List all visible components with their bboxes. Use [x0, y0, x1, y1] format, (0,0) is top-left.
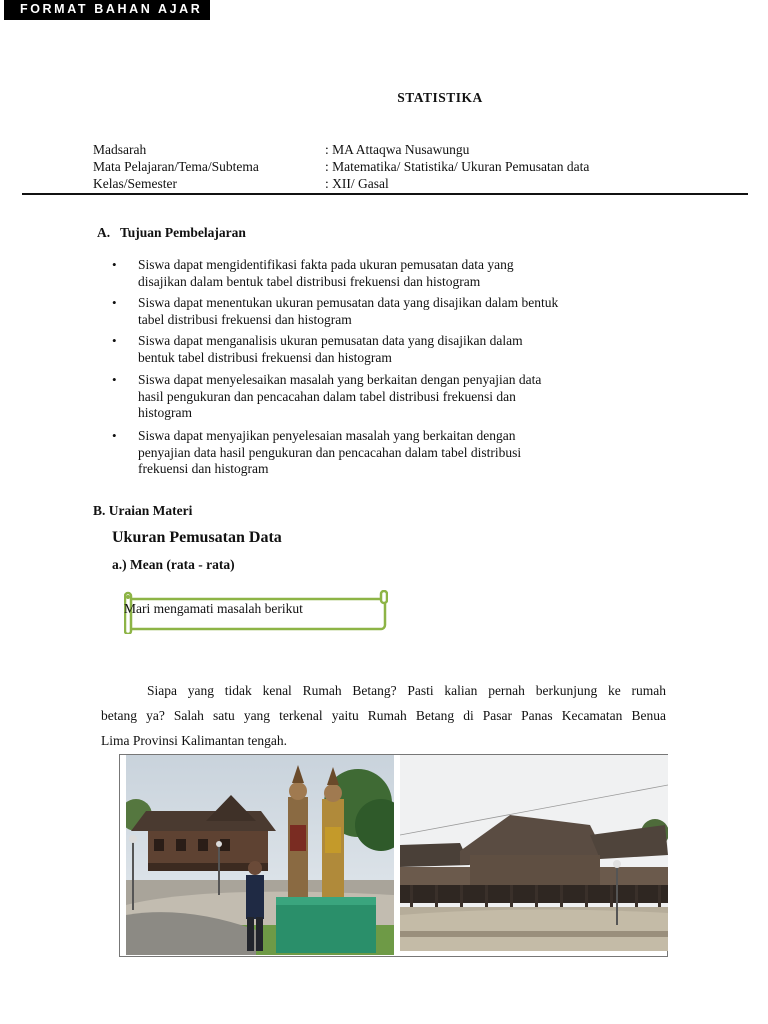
- bullet-icon: •: [112, 372, 117, 387]
- learning-goal-item: [112, 428, 632, 478]
- intro-paragraph: [101, 678, 666, 753]
- section-b-heading: B. Uraian Materi: [93, 503, 193, 518]
- page-title: STATISTIKA: [397, 90, 483, 105]
- section-a-heading: [97, 225, 246, 241]
- meta-label: Madsarah: [93, 142, 147, 157]
- goal-line: frekuensi dan histogram: [138, 461, 269, 476]
- meta-label: Mata Pelajaran/Tema/Subtema: [93, 159, 259, 174]
- section-a-letter: A.: [97, 225, 111, 240]
- paragraph-line: Siapa yang tidak kenal Rumah Betang? Pasti kalian pernah berkunjung ke rumah: [147, 683, 666, 698]
- section-a-title: Tujuan Pembelajaran: [120, 225, 246, 240]
- goal-line: disajikan dalam bentuk tabel distribusi frekuensi dan histogram: [138, 273, 481, 289]
- rumah-betang-statues-photo: [126, 755, 394, 955]
- callout-text: Mari mengamati masalah berikut: [124, 601, 303, 616]
- meta-label: Kelas/Semester: [93, 176, 177, 191]
- goal-line: histogram: [138, 405, 192, 420]
- header-divider: [22, 193, 748, 195]
- goal-line: bentuk tabel distribusi frekuensi dan histogram: [138, 349, 392, 365]
- goal-line: Siswa dapat menentukan ukuran pemusatan data yang disajikan dalam bentuk: [138, 295, 559, 310]
- paragraph-line: betang ya? Salah satu yang terkenal yaitu Rumah Betang di Pasar Panas Kecamatan Benua: [101, 708, 666, 723]
- goal-line: Siswa dapat menyelesaikan masalah yang berkaitan dengan penyajian data: [138, 372, 542, 387]
- goal-line: hasil pengukuran dan pencacahan dalam tabel distribusi frekuensi dan: [138, 388, 516, 404]
- subsection-heading: Ukuran Pemusatan Data: [112, 529, 282, 546]
- goal-line: tabel distribusi frekuensi dan histogram: [138, 311, 352, 327]
- bullet-icon: •: [112, 295, 117, 310]
- learning-goal-item: [112, 295, 632, 328]
- learning-goal-item: [112, 372, 632, 422]
- paragraph-line: Lima Provinsi Kalimantan tengah.: [101, 733, 287, 748]
- meta-value: : Matematika/ Statistika/ Ukuran Pemusatan data: [325, 159, 590, 174]
- learning-goal-item: [112, 333, 632, 366]
- photo-frame: [119, 754, 668, 957]
- mean-heading: a.) Mean (rata - rata): [112, 557, 235, 572]
- bullet-icon: •: [112, 257, 117, 272]
- rumah-betang-house-photo: [400, 755, 668, 951]
- goal-line: Siswa dapat menyajikan penyelesaian masalah yang berkaitan dengan: [138, 428, 516, 443]
- goal-line: Siswa dapat mengidentifikasi fakta pada ukuran pemusatan data yang: [138, 257, 514, 272]
- format-banner: FORMAT BAHAN AJAR: [4, 0, 210, 20]
- meta-value: : MA Attaqwa Nusawungu: [325, 142, 470, 157]
- bullet-icon: •: [112, 333, 117, 348]
- learning-goal-item: [112, 257, 632, 290]
- goal-line: penyajian data hasil pengukuran dan pencacahan dalam tabel distribusi: [138, 444, 522, 460]
- meta-value: : XII/ Gasal: [325, 176, 389, 191]
- observation-callout: [124, 590, 386, 630]
- goal-line: Siswa dapat menganalisis ukuran pemusatan data yang disajikan dalam: [138, 333, 523, 348]
- bullet-icon: •: [112, 428, 117, 443]
